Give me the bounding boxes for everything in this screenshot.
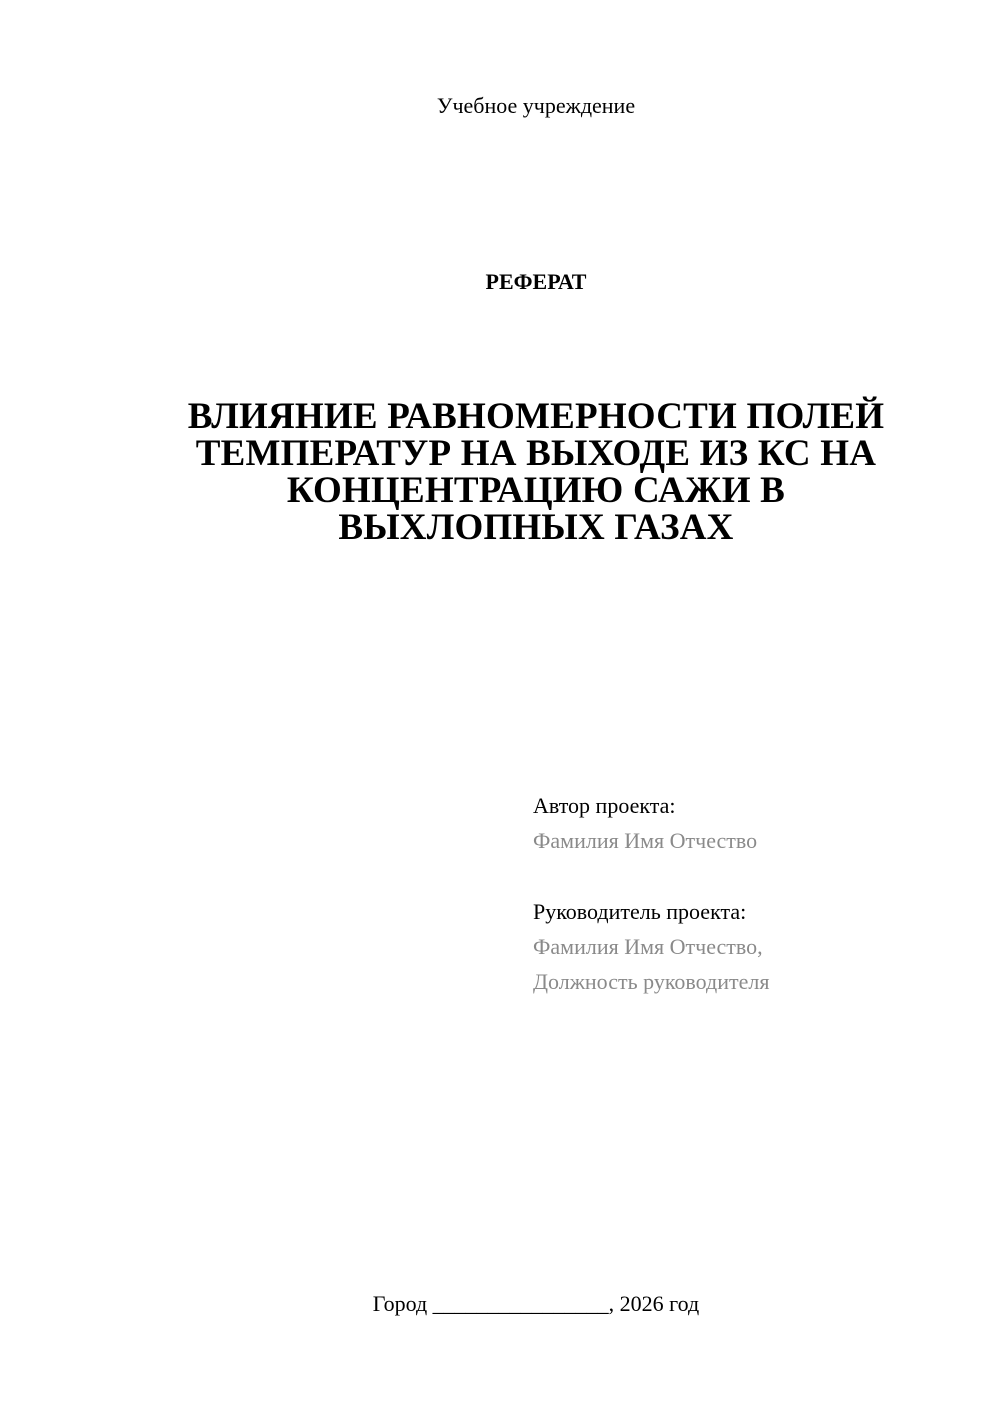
city-year-line: Город ________________, 2026 год (372, 1291, 700, 1316)
institution-name: Учебное учреждение (436, 93, 636, 118)
project-info (533, 788, 973, 999)
title-line: ВЫХЛОПНЫХ ГАЗАХ (338, 507, 734, 548)
title-line: ВЛИЯНИЕ РАВНОМЕРНОСТИ ПОЛЕЙ (187, 396, 885, 437)
supervisor-name: Фамилия Имя Отчество, (533, 934, 763, 959)
document-title (120, 398, 952, 546)
author-name: Фамилия Имя Отчество (533, 828, 758, 853)
supervisor-label: Руководитель проекта: (533, 899, 747, 924)
title-line: ТЕМПЕРАТУР НА ВЫХОДЕ ИЗ КС НА (195, 433, 877, 474)
info-spacer (533, 858, 973, 894)
author-label: Автор проекта: (533, 793, 676, 818)
supervisor-position: Должность руководителя (533, 969, 770, 994)
document-type: РЕФЕРАТ (485, 269, 587, 294)
title-line: КОНЦЕНТРАЦИЮ САЖИ В (286, 470, 786, 511)
